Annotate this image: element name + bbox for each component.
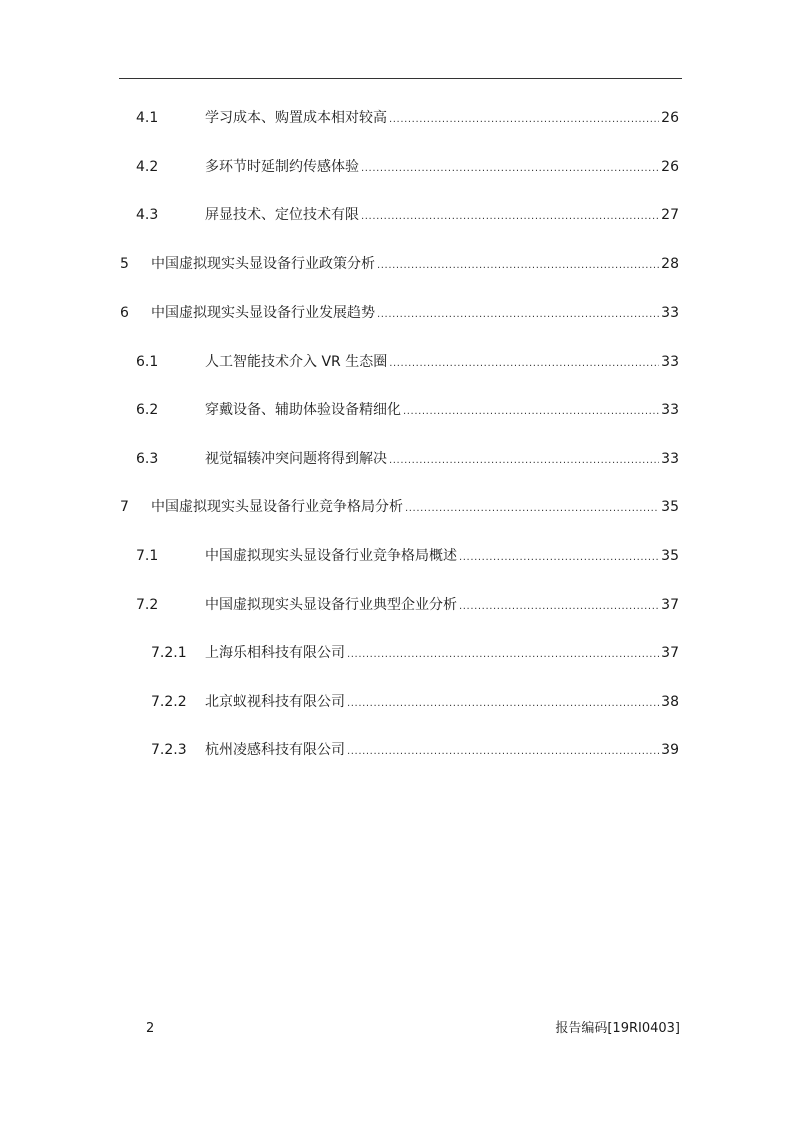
dot-leader [459, 547, 659, 569]
report-code: 报告编码[19RI0403] [555, 1021, 680, 1036]
toc-entry-page: 39 [661, 742, 679, 758]
dot-leader [347, 693, 659, 715]
toc-entry-number: 7.2 [136, 597, 159, 613]
page-number: 2 [146, 1021, 155, 1036]
dot-leader [459, 596, 659, 618]
toc-entry-page: 26 [661, 159, 679, 175]
toc-entry[interactable] [0, 351, 800, 373]
dot-leader [389, 450, 659, 472]
dot-leader [389, 353, 659, 375]
toc-entry-page: 28 [661, 256, 679, 272]
toc-entry[interactable] [0, 691, 800, 713]
toc-entry-page: 33 [661, 402, 679, 418]
dot-leader [405, 498, 659, 520]
dot-leader [361, 206, 659, 228]
dot-leader [377, 304, 659, 326]
toc-entry[interactable] [0, 594, 800, 616]
toc-entry-number: 6 [120, 305, 129, 321]
toc-entry[interactable] [0, 642, 800, 664]
toc-entry-page: 37 [661, 597, 679, 613]
toc-entry-page: 35 [661, 499, 679, 515]
toc-entry-title: 人工智能技术介入 VR 生态圈 [205, 354, 388, 370]
toc-entry-number: 7.2.2 [151, 694, 187, 710]
toc-entry-title: 屏显技术、定位技术有限 [205, 207, 359, 223]
toc-entry-number: 6.2 [136, 402, 159, 418]
toc-entry[interactable] [0, 399, 800, 421]
toc-entry-title: 中国虚拟现实头显设备行业典型企业分析 [205, 597, 457, 613]
toc-entry-number: 7.2.3 [151, 742, 187, 758]
toc-entry-page: 33 [661, 451, 679, 467]
dot-leader [389, 109, 659, 131]
toc-entry-title: 中国虚拟现实头显设备行业竞争格局分析 [151, 499, 403, 515]
toc-entry-number: 7 [120, 499, 129, 515]
toc-entry-number: 5 [120, 256, 129, 272]
toc-entry[interactable] [0, 107, 800, 129]
toc-entry[interactable] [0, 204, 800, 226]
toc-entry[interactable] [0, 253, 800, 275]
toc-entry-page: 26 [661, 110, 679, 126]
toc-entry-page: 33 [661, 354, 679, 370]
toc-entry-title: 穿戴设备、辅助体验设备精细化 [205, 402, 401, 418]
toc-entry-page: 37 [661, 645, 679, 661]
toc-entry[interactable] [0, 739, 800, 761]
toc-entry-number: 4.1 [136, 110, 159, 126]
toc-entry[interactable] [0, 448, 800, 470]
dot-leader [347, 644, 659, 666]
toc-entry-number: 4.2 [136, 159, 159, 175]
toc-entry[interactable] [0, 302, 800, 324]
toc-entry-title: 杭州凌感科技有限公司 [205, 742, 345, 758]
toc-entry-title: 视觉辐辏冲突问题将得到解决 [205, 451, 387, 467]
toc-entry-page: 35 [661, 548, 679, 564]
toc-entry-number: 7.1 [136, 548, 159, 564]
toc-entry-page: 27 [661, 207, 679, 223]
toc-entry-number: 7.2.1 [151, 645, 187, 661]
toc-entry-title: 上海乐相科技有限公司 [205, 645, 345, 661]
dot-leader [347, 741, 659, 763]
dot-leader [377, 255, 659, 277]
toc-entry[interactable] [0, 545, 800, 567]
toc-entry-page: 33 [661, 305, 679, 321]
toc-entry-title: 北京蚁视科技有限公司 [205, 694, 345, 710]
toc-entry-number: 6.3 [136, 451, 159, 467]
toc-entry-title: 中国虚拟现实头显设备行业政策分析 [151, 256, 375, 272]
toc-entry[interactable] [0, 496, 800, 518]
toc-entry-page: 38 [661, 694, 679, 710]
dot-leader [361, 158, 659, 180]
toc-entry-title: 中国虚拟现实头显设备行业发展趋势 [151, 305, 375, 321]
toc-entry[interactable] [0, 156, 800, 178]
toc-entry-title: 学习成本、购置成本相对较高 [205, 110, 387, 126]
toc-entry-number: 4.3 [136, 207, 159, 223]
dot-leader [403, 401, 659, 423]
toc-entry-title: 中国虚拟现实头显设备行业竞争格局概述 [205, 548, 457, 564]
toc-entry-number: 6.1 [136, 354, 159, 370]
toc-entry-title: 多环节时延制约传感体验 [205, 159, 359, 175]
header-rule [119, 78, 682, 79]
